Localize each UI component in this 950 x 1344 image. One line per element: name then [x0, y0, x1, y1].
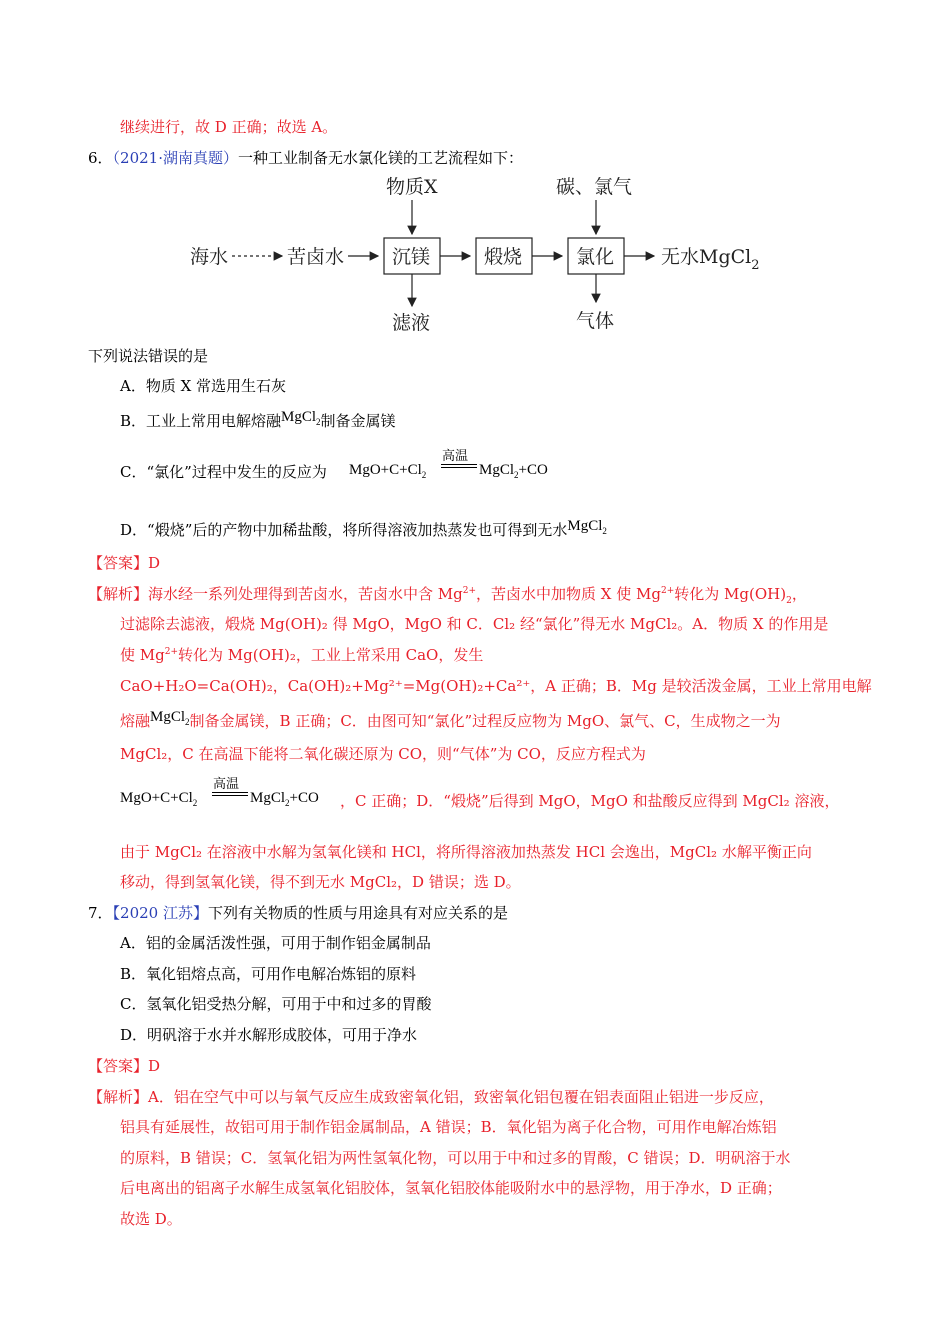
- explanation-6-equation: $MgO+C+Cl_2$ 高温 MgCl$_2$+CO: [120, 772, 335, 812]
- output-filtrate: 滤液: [392, 312, 431, 334]
- option-a: A．物质 X 常选用生石灰: [120, 377, 287, 395]
- formula-mgcl2: MgCl$_2$: [281, 409, 321, 427]
- answer-6: 【答案】D: [88, 554, 161, 572]
- box2-label: 煅烧: [484, 246, 523, 268]
- option-d: D．“煅烧”后的产物中加稀盐酸，将所得溶液加热蒸发也可得到无水MgCl$_2$: [120, 518, 607, 539]
- flow-bittern: 苦卤水: [287, 246, 345, 268]
- explanation-6-line1: 【解析】海水经一系列处理得到苦卤水，苦卤水中含 $Mg^{2+}$，苦卤水中加物质 X 使 $Mg^{2+}$转化为 $Mg(OH)_2$，: [88, 585, 807, 606]
- answer-7: 【答案】D: [88, 1057, 161, 1075]
- option-c: C．氢氧化铝受热分解，可用于中和过多的胃酸: [120, 995, 432, 1013]
- formula-mgcl2: MgCl$_2$: [567, 518, 607, 536]
- condition-label: 高温: [442, 449, 469, 464]
- question-6-prompt: 下列说法错误的是: [88, 347, 209, 365]
- source-tag: 【2020 江苏】: [112, 904, 208, 922]
- explanation-6-line6: MgCl₂，C 在高温下能将二氧化碳还原为 CO，则“气体”为 CO，反应方程式为: [120, 745, 646, 763]
- explanation-7-line2: 铝具有延展性，故铝可用于制作铝金属制品，A 错误；B．氧化铝为离子化合物，可用作电解冶炼铝: [120, 1118, 777, 1136]
- option-d: D．明矾溶于水并水解形成胶体，可用于净水: [120, 1026, 418, 1044]
- formula-mgcl2: MgCl$_2$: [150, 709, 190, 727]
- input-carbon-chlorine: 碳、氯气: [556, 176, 633, 198]
- double-bar: [212, 792, 248, 796]
- explanation-6-line7: ，C 正确；D．“煅烧”后得到 MgO，MgO 和盐酸反应得到 MgCl₂ 溶液，: [340, 792, 840, 810]
- explanation-7-line5: 故选 D。: [120, 1210, 182, 1228]
- option-c-equation: $MgO+C+Cl_2$ 高温 MgCl$_2$+CO: [349, 444, 569, 484]
- continuation-text: 继续进行，故 D 正确；故选 A。: [120, 118, 338, 136]
- condition-label: 高温: [213, 777, 240, 792]
- stem-text: 一种工业制备无水氯化镁的工艺流程如下：: [238, 149, 524, 167]
- option-b: B．氧化铝熔点高，可用作电解冶炼铝的原料: [120, 965, 417, 983]
- explanation-6-line5: 熔融MgCl$_2$制备金属镁，B 正确；C．由图可知“氯化”过程反应物为 MgO、氯气、C，生成物之一为: [120, 709, 781, 730]
- box1-label: 沉镁: [392, 246, 431, 268]
- explanation-7-line1: 【解析】A．铝在空气中可以与氧气反应生成致密氧化铝，致密氧化铝包覆在铝表面阻止铝进一步反应，: [88, 1088, 774, 1106]
- explanation-6-line4: CaO+H₂O=Ca(OH)₂，Ca(OH)₂+Mg²⁺=Mg(OH)₂+Ca²⁺，A 正确；B．Mg 是较活泼金属，工业上常用电解: [120, 677, 872, 695]
- explanation-7-line3: 的原料，B 错误；C．氢氧化铝为两性氢氧化物，可以用于中和过多的胃酸，C 错误；D．明矾溶于水: [120, 1149, 791, 1167]
- source-tag: （2021·湖南真题）: [112, 149, 238, 167]
- flow-product: 无水MgCl$_2$: [661, 246, 760, 273]
- explanation-6-line2: 过滤除去滤液，煅烧 Mg(OH)₂ 得 MgO，MgO 和 C．Cl₂ 经“氯化”得无水 MgCl₂。A．物质 X 的作用是: [120, 615, 829, 633]
- option-a: A．铝的金属活泼性强，可用于制作铝金属制品: [120, 934, 431, 952]
- double-bar: [441, 464, 477, 468]
- option-c: C．“氯化”过程中发生的反应为: [120, 463, 327, 481]
- explanation-6-line8: 由于 MgCl₂ 在溶液中水解为氢氧化镁和 HCl，将所得溶液加热蒸发 HCl 会逸出，MgCl₂ 水解平衡正向: [120, 843, 812, 861]
- explanation-7-line4: 后电离出的铝离子水解生成氢氧化铝胶体，氢氧化铝胶体能吸附水中的悬浮物，用于净水，D 正确；: [120, 1179, 782, 1197]
- explanation-6-line3: 使 $Mg^{2+}$转化为 Mg(OH)₂，工业上常采用 CaO，发生: [120, 646, 484, 664]
- box3-label: 氯化: [576, 246, 615, 268]
- question-7-stem: 7．【2020 江苏】下列有关物质的性质与用途具有对应关系的是: [88, 904, 509, 922]
- question-6-stem: [88, 148, 523, 168]
- process-flow-diagram: [180, 170, 780, 340]
- input-substance-x: 物质X: [386, 176, 438, 198]
- output-gas: 气体: [576, 310, 615, 332]
- option-b: B．工业上常用电解熔融MgCl$_2$制备金属镁: [120, 409, 396, 430]
- flow-seawater: 海水: [190, 246, 229, 268]
- explanation-6-line9: 移动，得到氢氧化镁，得不到无水 MgCl₂，D 错误；选 D。: [120, 873, 521, 891]
- question-number: 7．: [88, 904, 113, 922]
- question-number: 6．: [88, 149, 113, 167]
